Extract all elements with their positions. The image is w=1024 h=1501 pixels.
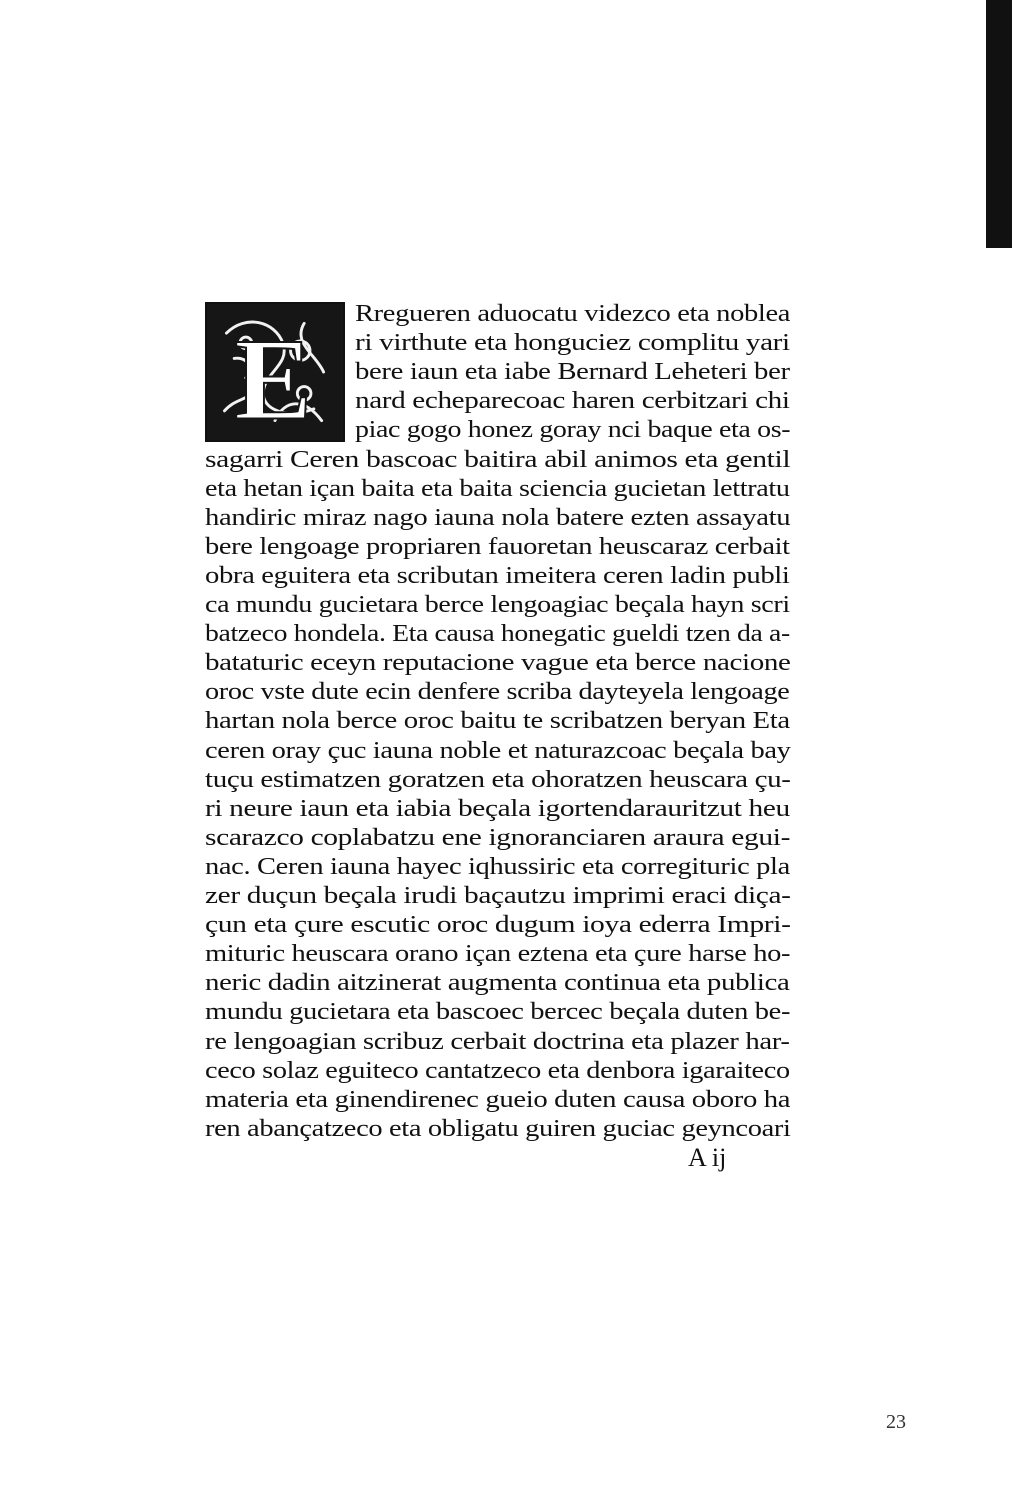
text-line: scarazco coplabatzu ene ignoranciaren araura egui- — [205, 824, 791, 851]
drop-cap-ornament — [207, 304, 343, 440]
text-line: re lengoagian scribuz cerbait doctrina eta plazer har- — [205, 1028, 790, 1055]
text-line: materia eta ginendirenec gueio duten causa oboro ha — [205, 1086, 791, 1113]
text-line: obra eguitera eta scributan imeitera ceren ladin publi — [205, 562, 790, 589]
text-line: mundu gucietara eta bascoec bercec beçala duten be- — [205, 999, 791, 1026]
text-line: bataturic eceyn reputacione vague eta berce nacione — [205, 650, 791, 677]
text-line: batzeco hondela. Eta causa honegatic gueldi tzen da a- — [205, 621, 790, 648]
scan-edge-bar — [986, 0, 1012, 248]
text-line: zer duçun beçala irudi baçautzu imprimi eraci diça- — [205, 883, 791, 909]
text-line: sagarri Ceren bascoac baitira abil animos eta gentil — [205, 446, 791, 473]
text-line: mituric heuscara orano içan eztena eta çure harse ho- — [205, 941, 791, 968]
text-line: çun eta çure escutic oroc dugum ioya ederra Impri- — [205, 912, 791, 939]
text-line: bere iaun eta iabe Bernard Leheteri ber — [355, 359, 790, 386]
text-line: bere lengoage propriaren fauoretan heuscaraz cerbait — [205, 533, 790, 560]
text-line: ceco solaz eguiteco cantatzeco eta denbora igaraiteco — [205, 1057, 790, 1084]
text-line: hartan nola berce oroc baitu te scribatzen beryan Eta — [205, 708, 790, 735]
text-line: oroc vste dute ecin denfere scriba dayteyela lengoage — [205, 679, 790, 706]
text-line: nac. Ceren iauna hayec iqhussiric eta corregituric pla — [205, 853, 790, 880]
text-line: ren abançatzeco eta obligatu guiren guciac geyncoari — [205, 1115, 791, 1142]
text-line: ri virthute eta honguciez complitu yari — [355, 330, 790, 357]
page-number: 23 — [886, 1411, 906, 1433]
signature-mark: A ij — [688, 1143, 727, 1172]
text-line: piac gogo honez goray nci baque eta os- — [355, 417, 791, 444]
text-line: ca mundu gucietara berce lengoagiac beçala hayn scri — [205, 592, 790, 618]
text-line: ceren oray çuc iauna noble et naturazcoac beçala bay — [205, 737, 791, 764]
text-line: handiric miraz nago iauna nola batere ezten assayatu — [205, 504, 791, 531]
drop-cap-letter: E — [234, 315, 312, 440]
text-line: ri neure iaun eta iabia beçala igortendarauritzut heu — [205, 795, 790, 822]
text-line: Rregueren aduocatu videzco eta noblea — [355, 301, 791, 327]
drop-cap — [205, 302, 345, 442]
text-line: eta hetan içan baita eta baita sciencia gucietan lettratu — [205, 475, 790, 502]
text-line: tuçu estimatzen goratzen eta ohoratzen heuscara çu- — [205, 766, 791, 793]
text-line: nard echeparecoac haren cerbitzari chi — [355, 388, 790, 415]
text-line: neric dadin aitzinerat augmenta continua eta publica — [205, 970, 790, 997]
